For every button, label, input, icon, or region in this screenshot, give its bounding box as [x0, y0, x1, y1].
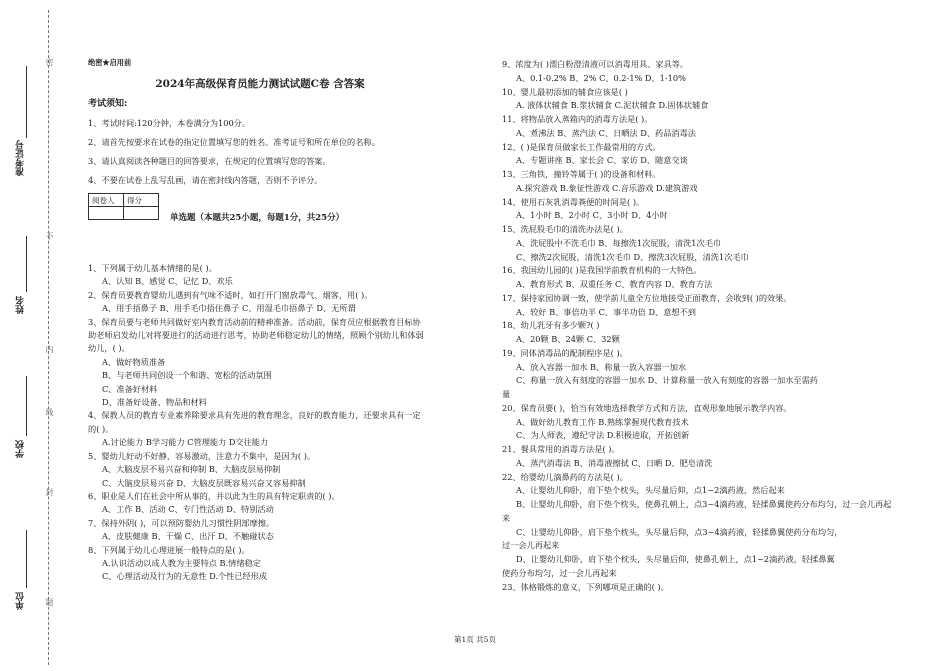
- exam-number-label: 准考证号: [16, 140, 26, 176]
- question-options: C、让婴幼儿仰卧，肩下垫个枕头，头尽量后仰，点3~4滴药液，轻揉鼻翼使药分布均匀，: [516, 526, 843, 537]
- question-options: A、20颗 B、24颗 C、32颗: [516, 334, 620, 344]
- question-options: A、工作 B、活动 C、专门性活动 D、特别活动: [102, 504, 274, 515]
- notice-item: 2、请首先按要求在试卷的指定位置填写您的姓名、准考证号和所在单位的名称。: [88, 137, 380, 147]
- grader-label: 阅卷人: [89, 194, 124, 207]
- question-text: 10、婴儿最初添加的辅食应该是( ): [502, 86, 628, 97]
- question-text: 7、保持外阴( )，可以预防婴幼儿习惯性阴部摩擦。: [88, 517, 275, 528]
- question-options: A、洗屁股中不洗毛巾 B、每擦洗1次屁股，清洗1次毛巾: [516, 237, 722, 248]
- question-options: A、皮肤健康 B、干燥 C、出汗 D、不触碰状态: [102, 531, 274, 542]
- question-options: B、与老师共同创设一个和谐、宽松的活动氛围: [102, 370, 272, 381]
- seal-mark: 线: [45, 408, 54, 416]
- question-options: A、专题讲座 B、家长会 C、家访 D、随意交谈: [516, 155, 688, 166]
- binding-margin: [0, 0, 70, 671]
- school-line[interactable]: [26, 376, 37, 436]
- question-options: A.探究游戏 B.象征性游戏 C.音乐游戏 D.建筑游戏: [516, 182, 698, 193]
- notice-list: [88, 114, 380, 190]
- right-question-column: [502, 58, 891, 594]
- score-table: [88, 193, 159, 220]
- question-options: B、让婴幼儿仰卧，肩下垫个枕头，使鼻孔朝上，点3~4滴药液，轻揉鼻翼使药分布均匀，过一会儿再起: [516, 499, 892, 509]
- seal-mark: 内: [45, 345, 54, 353]
- question-text: 2、保育员要教育婴幼儿遇到有气味不适时，如打开门窗放毒气、烟客，用( )。: [88, 289, 373, 300]
- question-text: 9、浓度为( )漂白粉澄清液可以消毒用具、家具等。: [502, 59, 689, 69]
- question-text: 22、给婴幼儿滴鼻药的方法是( )。: [502, 471, 628, 482]
- question-text: 幼儿，( )。: [88, 343, 130, 354]
- question-text: 助老师启发幼儿对将要进行的活动进行思考，协助老师稳定幼儿的情绪，照顾个别幼儿和体弱: [88, 330, 424, 341]
- unit-label: 单位: [16, 592, 26, 610]
- question-options: A、做好幼儿教育工作 B.熟练掌握现代教育技术: [516, 416, 689, 427]
- question-text: 14、使用石灰乳消毒粪便的时间是( )。: [502, 196, 645, 207]
- question-text: 18、幼儿乳牙有多少颗?( ): [502, 320, 600, 331]
- question-options: A、较好 B、事倍功半 C、事半功倍 D、意想不到: [516, 306, 696, 317]
- score-cell[interactable]: [124, 207, 159, 220]
- question-options: A、用手捂鼻子 B、用手毛巾捂住鼻子 C、用湿毛巾捂鼻子 D、无所谓: [102, 303, 356, 314]
- question-text: 来: [502, 512, 511, 523]
- seal-mark: 封: [45, 488, 54, 496]
- question-text: 量: [502, 389, 511, 399]
- question-text: 16、我国幼儿园的( )是我国学前教育机构的一大特色。: [502, 265, 702, 276]
- question-text: 13、三角铁，撞铃等属于( )的设备和材料。: [502, 169, 661, 179]
- question-text: 5、婴幼儿好动不好静，容易激动，注意力不集中，是因为( )。: [88, 450, 316, 461]
- question-options: C、大脑皮层易兴奋 D、大脑皮层既容易兴奋又容易抑制: [102, 477, 306, 488]
- page-footer: 第1页 共5页: [454, 635, 496, 644]
- left-question-column: [88, 262, 424, 584]
- question-options: A. 液体状辅食 B.浆状辅食 C.泥状辅食 D.固体状辅食: [516, 100, 709, 111]
- seal-mark: 密: [45, 58, 54, 66]
- score-label: 得分: [124, 194, 159, 207]
- seal-mark: 不: [45, 232, 54, 240]
- question-text: 的( )。: [88, 423, 114, 434]
- question-text: 12、( )是保育员做家长工作最常用的方式。: [502, 141, 661, 152]
- section-heading: 单选题（本题共25小题，每题1分，共25分）: [170, 213, 345, 223]
- question-text: 20、保育员要( )，恰当有效地选择教学方式和方法，直观形象地展示教学内容。: [502, 402, 792, 413]
- secret-mark: 绝密★启用前: [88, 58, 132, 67]
- name-label: 姓名: [16, 296, 26, 314]
- question-options: C、为人师表，遵纪守法 D.积极进取，开拓创新: [516, 430, 690, 441]
- page-title: 2024年高级保育员能力测试试题C卷 含答案: [155, 78, 365, 90]
- question-options: A、1小时 B、2小时 C、3小时 D、4小时: [516, 210, 668, 221]
- question-text: 23、体格锻炼的意义，下列哪项是正确的( )。: [502, 581, 669, 592]
- question-options: A.认识活动以成人教为主要特点 B.情绪稳定: [102, 557, 261, 568]
- grader-cell[interactable]: [89, 207, 124, 220]
- question-text: 3、保育员要与老师共同做好室内教育活动前的精神准备。活动前，保育员应根据教育目标协: [88, 316, 421, 327]
- question-options: A、认知 B、感觉 C、记忆 D、欢乐: [102, 276, 233, 287]
- question-text: 6、职业是人们在社会中所从事的，并以此为生的具有特定职责的( )。: [88, 490, 340, 501]
- question-options: A、教育形式 B、双重任务 C、教育内容 D、教育方法: [516, 279, 713, 289]
- seal-mark: 题: [45, 598, 54, 606]
- question-text: 4、保教人员的教育专业素养除要求具有先进的教育理念，良好的教育能力，还要求具有一定: [88, 410, 421, 421]
- question-options: D、准备好设备、物品和材料: [102, 397, 207, 408]
- question-text: 19、同体消毒品的配制程序是( )。: [502, 347, 628, 358]
- question-options: A、大脑皮层不易兴奋和抑制 B、大脑皮层易抑制: [102, 464, 281, 475]
- question-text: 21、餐具常用的消毒方法是( )。: [502, 444, 620, 454]
- question-options: A.讨论能力 B学习能力 C管理能力 D交往能力: [102, 437, 269, 448]
- question-options: A、煮沸法 B、蒸汽法 C、日晒法 D、药品消毒法: [516, 127, 696, 138]
- question-text: 过一会儿再起来: [502, 540, 560, 551]
- question-options: A、做好物质准备: [102, 356, 166, 367]
- question-options: C、心理活动及行为的无意性 D.个性已经形成: [102, 571, 268, 582]
- question-options: D、让婴幼儿仰卧，肩下垫个枕头，头尽量后仰，使鼻孔朝上，点1~2滴药液，轻揉鼻翼: [516, 554, 835, 564]
- question-text: 1、下列属于幼儿基本情绪的是( )。: [88, 263, 217, 273]
- notice-heading: 考试须知:: [88, 99, 128, 109]
- name-line[interactable]: [26, 236, 37, 292]
- question-options: A、蒸汽消毒法 B、消毒液擦拭 C、日晒 D、肥皂清洗: [516, 457, 713, 468]
- question-text: 8、下列属于幼儿心理进展一般特点的是( )。: [88, 544, 250, 555]
- question-text: 11、将物品放入蒸箱内的消毒方法是( )。: [502, 114, 653, 124]
- question-text: 17、保持家园协调一致，使学前儿童全方位地接受正面教育，会收到( )的效果。: [502, 292, 792, 303]
- question-options: C、称量一放入有刻度的容器一加水 D、计算称量一放入有刻度的容器一加水至需药: [516, 375, 818, 386]
- question-options: A、放入容器一加水 B、称量一放入容器一加水: [516, 361, 687, 372]
- question-options: A、让婴幼儿仰卧，肩下垫个枕头，头尽量后仰，点1~2滴药液，然后起来: [516, 485, 785, 496]
- exam-number-line[interactable]: [26, 66, 37, 138]
- notice-item: 3、请认真阅读各种题目的回答要求，在规定的位置填写您的答案。: [88, 156, 331, 166]
- question-options: A、0.1-0.2% B、2% C、0.2-1% D、1-10%: [516, 72, 686, 83]
- question-options: C、准备好材料: [102, 383, 158, 394]
- question-text: 使药分布均匀，过一会儿再起来: [502, 567, 617, 578]
- notice-item: 4、不要在试卷上乱写乱画，请在密封线内答题，否则不予评分。: [88, 175, 323, 185]
- notice-item: 1、考试时间:120分钟，本卷满分为100分。: [88, 118, 251, 128]
- question-options: C、擦洗2次屁股，清洗1次毛巾 D、擦洗3次屁股，清洗1次毛巾: [516, 251, 749, 262]
- school-label: 学校: [16, 440, 26, 458]
- unit-line[interactable]: [26, 530, 37, 588]
- seal-line: [48, 10, 49, 665]
- question-text: 15、洗屁股毛巾的清洗办法是( )。: [502, 224, 628, 234]
